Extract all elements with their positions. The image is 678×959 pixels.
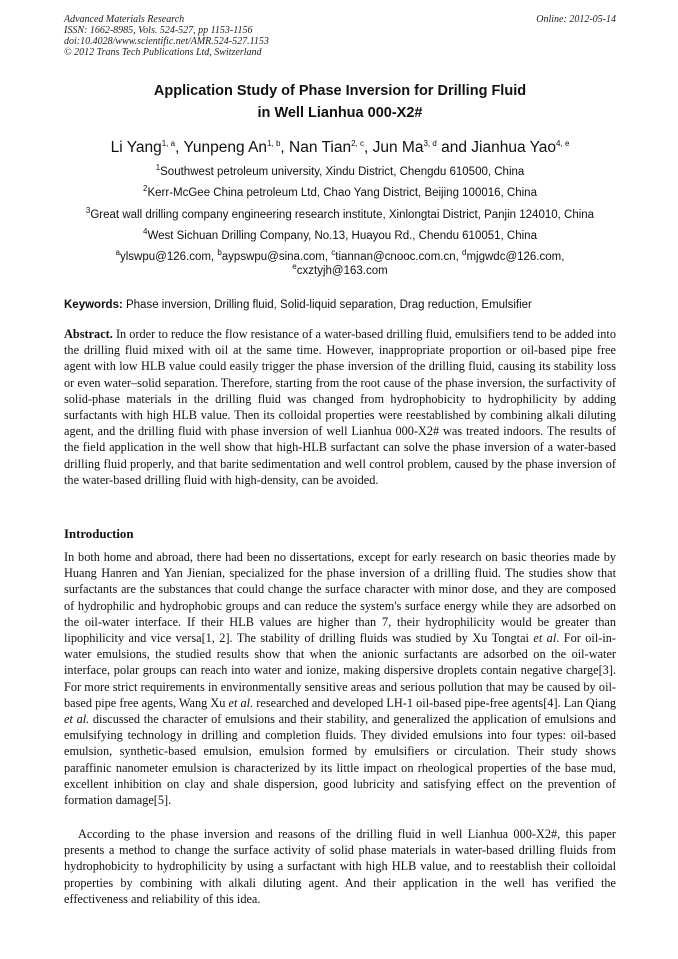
title-line-1: Application Study of Phase Inversion for Drilling Fluid — [153, 83, 527, 99]
email-link[interactable]: ylswpu@126.com, — [120, 251, 218, 263]
email-link[interactable]: cxztyjh@163.com — [296, 265, 388, 277]
introduction-heading: Introduction — [64, 527, 134, 541]
title-line-2: in Well Lianhua 000-X2# — [257, 105, 423, 121]
journal-issn: ISSN: 1662-8985, Vols. 524-527, pp 1153-1156 — [64, 25, 253, 36]
author-list — [40, 138, 640, 158]
affiliation-1 — [30, 165, 650, 179]
text-run: researched and developed LH-1 oil-based pipe-free agents[4]. Lan Qiang — [253, 695, 616, 710]
author-sup: 1, a — [161, 138, 176, 148]
email-sup: e — [292, 262, 297, 272]
email-row — [30, 250, 650, 264]
author-name: Jun Ma — [372, 139, 424, 156]
author-and: and — [436, 139, 472, 156]
author-separator: , — [363, 139, 373, 156]
author-separator: , — [175, 139, 184, 156]
author-sup: 4, e — [556, 138, 570, 148]
affiliation-text: Kerr-McGee China petroleum Ltd, Chao Yang District, Beijing 100016, China — [147, 187, 537, 199]
paragraph: According to the phase inversion and reasons of the drilling fluid in well Lianhua 000-X2#, this paper presents a method to change the surface activity of solid phase materials in water-based drilling fluids from hydrophobicity to hydrophilicity by using a surfactant with high HLB value, and to reestablish their colloidal properties by combining with alkali diluting agent. And their application in the well has verified the effectiveness and reliability of this idea. — [64, 827, 616, 906]
email-list — [30, 250, 650, 278]
email-row — [30, 264, 650, 278]
author-sup: 3, d — [423, 138, 437, 148]
text-run: discussed the character of emulsions and their stability, and generalized the application of emulsions and emulsifying technology in drilling and completion fluids. They divided emulsions into four types: oil-based emulsion, synthetic-based emulsion, emulsion formed by emulsifiers or circulation. Their study shows paraffinic nanometer emulsion is characterized by its little impact on rheological properties of the base mud, excellent inhibition on clay and shale dispersion, good lubricity and satisfying effect on the prevention of formation damage[5]. — [64, 712, 616, 808]
keywords-text: Phase inversion, Drilling fluid, Solid-liquid separation, Drag reduction, Emulsifier — [122, 299, 532, 311]
affiliation-sup: 1 — [155, 163, 161, 173]
text-run-italic: et al. — [228, 695, 254, 710]
email-link[interactable]: mjgwdc@126.com, — [466, 251, 565, 263]
author-name: Yunpeng An — [183, 139, 268, 156]
affiliation-text: West Sichuan Drilling Company, No.13, Huayou Rd., Chendu 610051, China — [147, 230, 537, 242]
introduction-paragraph-1 — [64, 549, 616, 808]
email-link[interactable]: aypswpu@sina.com, — [221, 251, 332, 263]
affiliation-sup: 3 — [85, 206, 91, 216]
author-name: Jianhua Yao — [471, 139, 557, 156]
journal-name: Advanced Materials Research — [64, 14, 185, 25]
affiliation-3 — [30, 208, 650, 222]
text-run-italic: et al. — [64, 712, 90, 727]
affiliation-text: Southwest petroleum university, Xindu District, Chengdu 610500, China — [160, 166, 525, 178]
keywords — [64, 298, 616, 312]
affiliation-text: Great wall drilling company engineering research institute, Xinlongtai District, Panjin 124010, China — [90, 209, 595, 221]
email-sup: c — [331, 248, 336, 258]
author-sup: 2, c — [351, 138, 364, 148]
email-sup: d — [462, 248, 467, 258]
text-run: . For oil-in-water emulsions, the studied results show that when the anionic surfactants are adsorbed on the oil-water interface, polar groups can reach into water and ionize, making dispersive droplets contain negative charge[3]. For more strict requirements in environmentally sensitive areas and serious pollution that may be caused by oil-based pipe free agents, Wang Xu — [64, 631, 617, 710]
affiliation-sup: 4 — [143, 227, 148, 237]
email-sup: a — [115, 248, 120, 258]
abstract-label: Abstract. — [64, 327, 113, 341]
text-run-italic: et al — [533, 631, 557, 646]
affiliation-4 — [30, 229, 650, 243]
author-name: Nan Tian — [289, 139, 352, 156]
email-link[interactable]: tiannan@cnooc.com.cn, — [335, 251, 463, 263]
paragraph — [64, 549, 616, 808]
affiliation-2 — [30, 186, 650, 200]
author-name: Li Yang — [110, 139, 162, 156]
email-sup: b — [217, 248, 222, 258]
keywords-label: Keywords: — [64, 299, 123, 311]
introduction-paragraph-2 — [64, 826, 616, 907]
abstract-text: In order to reduce the flow resistance of a water-based drilling fluid, emulsifiers tend to be added into the drilling fluid mixed with oil at the same time. However, inappropriate proportion or oil-based pipe free agent with low HLB value could easily trigger the phase inversion of the drilling fluid, causing its stability loss or even water–solid separation. Therefore, starting from the root cause of the phase inversion, the surfactivity of solid-phase materials in the drilling fluid was changed from hydrophobicity to hydrophilicity by adding surfactants with high HLB value. Then its colloidal properties were reestablished by combining alkali diluting agent, and the drilling fluid with phase inversion of well Lianhua 000-X2# was treated indoors. The results of the field application in the well show that high-HLB surfactant can solve the phase inversion of a water-based drilling fluid properly, and that barite sedimentation and well control problem, caused by the phase inversion of the water-based drilling fluid with high-density, can be avoided. — [64, 327, 616, 487]
paper-title — [64, 80, 616, 124]
text-run: In both home and abroad, there had been no dissertations, except for early research on basic theories made by Huang Hanren and Yan Jienian, specialized for the phase inversion of a drilling fluid. The studies show that surfactants are the substances that could change the surface character with minor dose, and they are composed of hydrophilic and hydrophobic groups and can reduce the system's surface energy while they are adsorbed on the oil-water interface. If their HLB values are higher than 7, their hydrophilicity would be greater than lipophilicity and vice versa[1, 2]. The stability of drilling fluids was studied by Xu Tongtai — [64, 550, 616, 646]
journal-header — [64, 14, 616, 58]
affiliation-sup: 2 — [143, 184, 148, 194]
journal-doi: doi:10.4028/www.scientific.net/AMR.524-527.1153 — [64, 36, 269, 47]
journal-copyright: © 2012 Trans Tech Publications Ltd, Switzerland — [64, 47, 262, 58]
abstract — [64, 326, 616, 488]
author-separator: , — [280, 139, 290, 156]
online-date: Online: 2012-05-14 — [536, 14, 616, 25]
author-sup: 1, b — [267, 138, 281, 148]
